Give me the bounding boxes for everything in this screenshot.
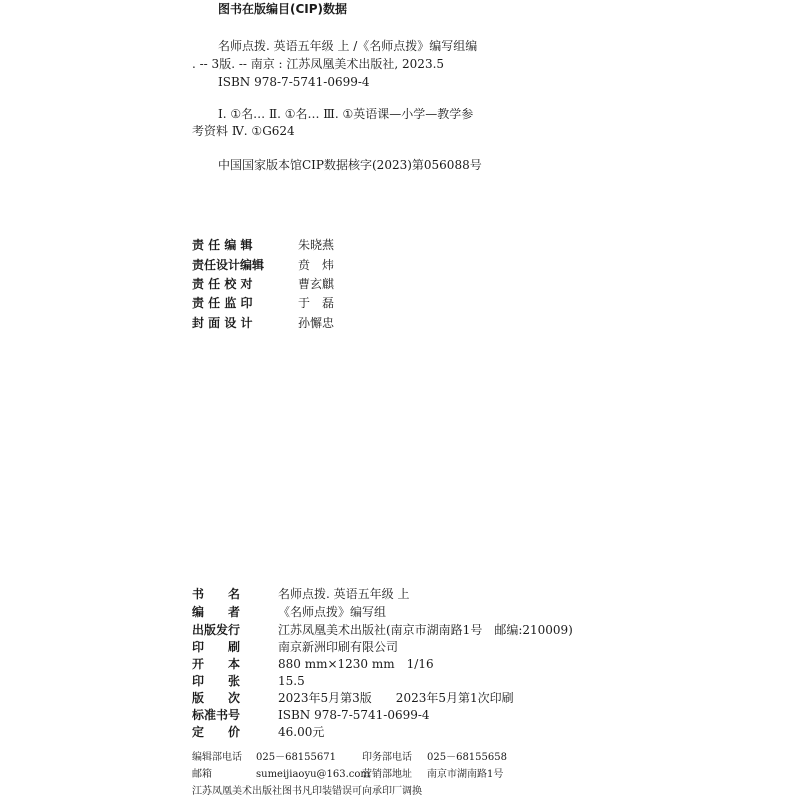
staff-value: 曹玄麒 bbox=[298, 277, 335, 291]
spec-value: 名师点拨. 英语五年级 上 bbox=[278, 587, 410, 601]
spec-row-price bbox=[192, 725, 672, 739]
contact-label: 编辑部电话 bbox=[192, 752, 242, 763]
spec-label: 印 刷 bbox=[192, 640, 241, 654]
spec-label: 标准书号 bbox=[192, 708, 241, 722]
spec-row-printer bbox=[192, 640, 672, 654]
spec-label: 出版发行 bbox=[192, 623, 241, 637]
contact-value: 025－68155658 bbox=[427, 752, 507, 763]
spec-label: 定 价 bbox=[192, 725, 241, 739]
contact-value: 025－68155671 bbox=[256, 752, 336, 763]
cip-isbn-line: ISBN 978-7-5741-0699-4 bbox=[218, 75, 370, 89]
spec-value: 46.00元 bbox=[278, 725, 325, 739]
spec-label: 印 张 bbox=[192, 674, 241, 688]
spec-row-publisher bbox=[192, 623, 672, 637]
spec-row-isbn bbox=[192, 708, 672, 722]
contact-row-phones bbox=[192, 752, 592, 764]
spec-label: 版 次 bbox=[192, 691, 241, 705]
spec-value: 江苏凤凰美术出版社(南京市湖南路1号 邮编:210009) bbox=[278, 623, 573, 637]
spec-label: 编 者 bbox=[192, 605, 241, 619]
staff-label: 责任设计编辑 bbox=[192, 258, 265, 272]
spec-row-format bbox=[192, 657, 672, 671]
contact-label: 邮箱 bbox=[192, 769, 212, 780]
staff-row-design-editor bbox=[192, 258, 392, 272]
staff-row-proofreader bbox=[192, 277, 392, 291]
staff-label: 责 任 校 对 bbox=[192, 277, 253, 291]
staff-value: 于 磊 bbox=[298, 296, 335, 310]
cip-line-2: . -- 3版. -- 南京 : 江苏凤凰美术出版社, 2023.5 bbox=[192, 57, 445, 71]
cip-classification-line: Ⅰ. ①名… Ⅱ. ①名… Ⅲ. ①英语课—小学—教学参 bbox=[218, 107, 474, 121]
spec-row-sheets bbox=[192, 674, 672, 688]
contact-row-email-address bbox=[192, 769, 592, 781]
spec-value: 《名师点拨》编写组 bbox=[278, 605, 387, 619]
staff-label: 封 面 设 计 bbox=[192, 316, 253, 330]
staff-value: 贲 炜 bbox=[298, 258, 335, 272]
spec-value: 15.5 bbox=[278, 674, 305, 688]
contact-label: 营销部地址 bbox=[362, 769, 412, 780]
staff-value: 孙懈忠 bbox=[298, 316, 335, 330]
contact-label: 印务部电话 bbox=[362, 752, 412, 763]
spec-value: 2023年5月第3版 2023年5月第1次印刷 bbox=[278, 691, 514, 705]
spec-value: ISBN 978-7-5741-0699-4 bbox=[278, 708, 430, 722]
spec-row-title bbox=[192, 587, 672, 601]
contact-value: sumeijiaoyu@163.com bbox=[256, 769, 370, 780]
spec-row-editor bbox=[192, 605, 672, 619]
cip-title: 图书在版编目(CIP)数据 bbox=[218, 2, 348, 16]
cip-line-1: 名师点拨. 英语五年级 上 /《名师点拨》编写组编 bbox=[218, 39, 478, 53]
footer-note: 江苏凤凰美术出版社图书凡印装错误可向承印厂调换 bbox=[192, 786, 422, 797]
staff-label: 责 任 监 印 bbox=[192, 296, 253, 310]
staff-row-cover-design bbox=[192, 316, 392, 330]
contact-value: 南京市湖南路1号 bbox=[427, 769, 504, 780]
spec-label: 开 本 bbox=[192, 657, 241, 671]
staff-row-print-supervisor bbox=[192, 296, 392, 310]
staff-value: 朱晓燕 bbox=[298, 238, 335, 252]
cip-record-number: 中国国家版本馆CIP数据核字(2023)第056088号 bbox=[218, 158, 482, 172]
staff-label: 责 任 编 辑 bbox=[192, 238, 253, 252]
spec-row-edition bbox=[192, 691, 672, 705]
spec-value: 880 mm×1230 mm 1/16 bbox=[278, 657, 434, 671]
cip-classification-line-2: 考资料 Ⅳ. ①G624 bbox=[192, 124, 295, 138]
staff-row-editor bbox=[192, 238, 392, 252]
spec-value: 南京新洲印刷有限公司 bbox=[278, 640, 399, 654]
spec-label: 书 名 bbox=[192, 587, 241, 601]
